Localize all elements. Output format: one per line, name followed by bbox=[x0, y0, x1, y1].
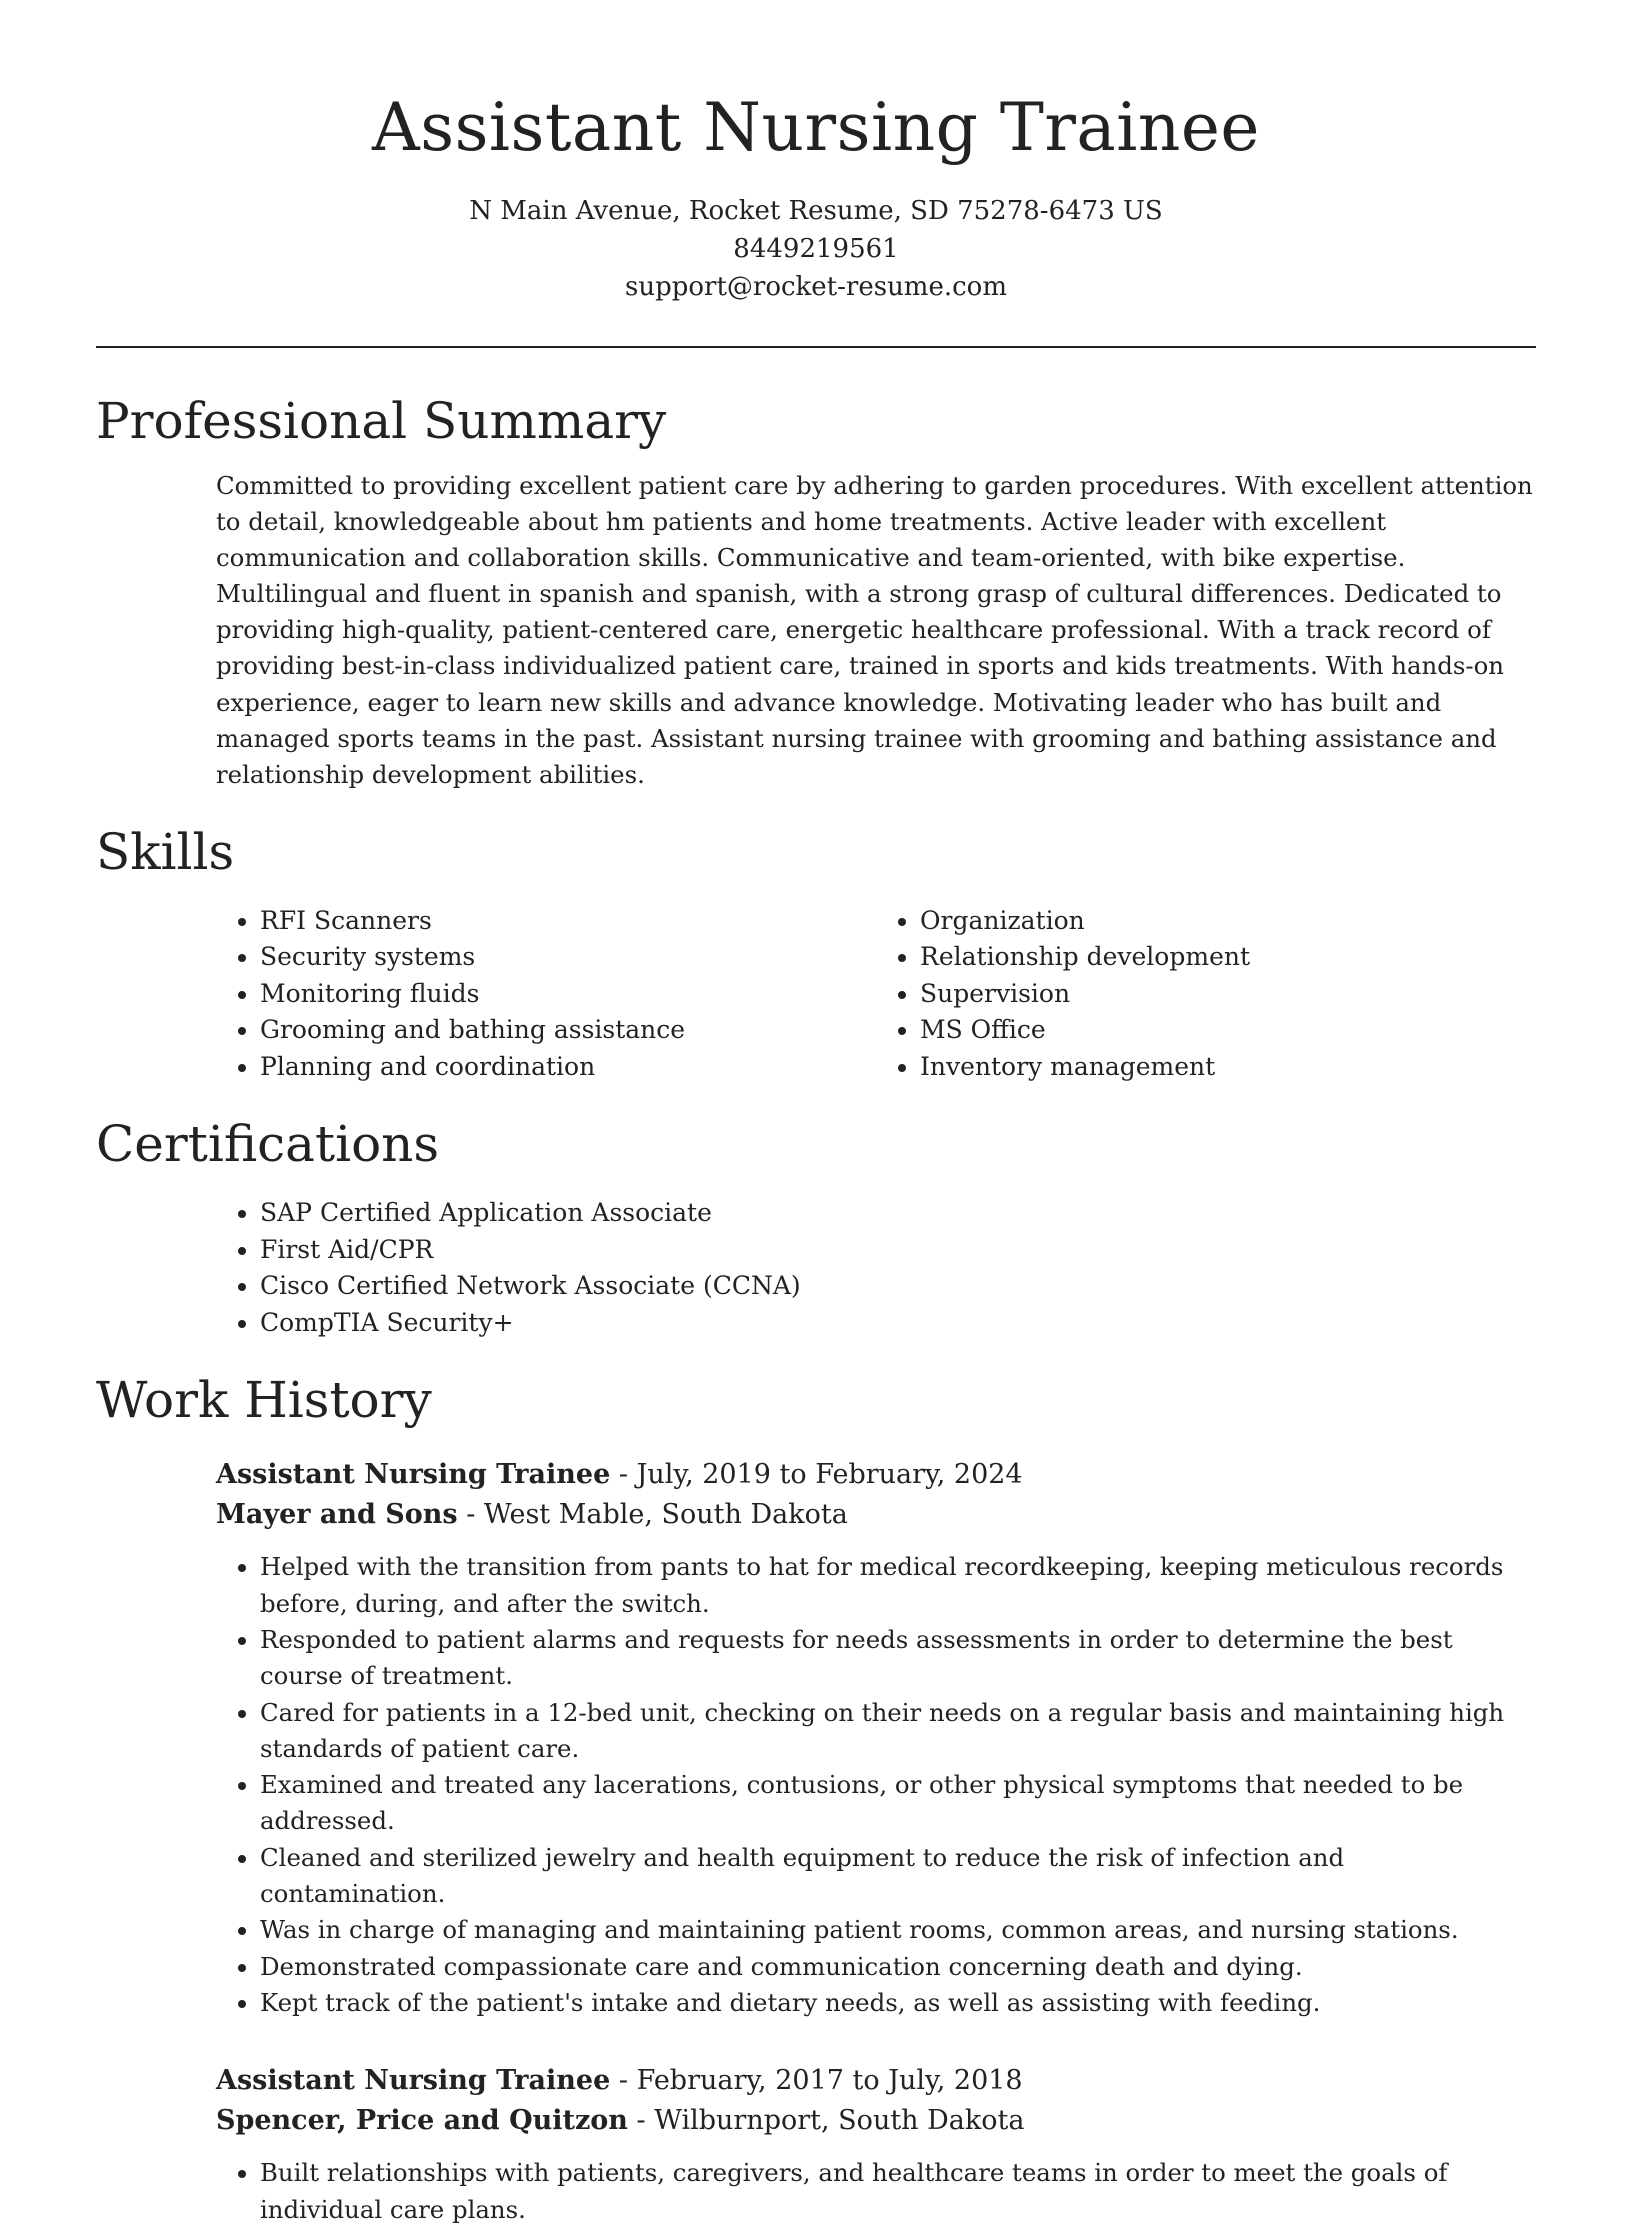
section-title-work-history: Work History bbox=[96, 1371, 432, 1430]
certification-item: • First Aid/CPR bbox=[260, 1232, 1536, 1269]
certifications-list bbox=[216, 1195, 1536, 1341]
job-duty: • Helped with the transition from pants to hat for medical recordkeeping, keeping meticulous records before, during, and after the switch. bbox=[260, 1549, 1536, 1622]
job-location: - West Mable, South Dakota bbox=[457, 1499, 848, 1531]
skill-item: • RFI Scanners bbox=[260, 903, 876, 940]
job-dates: - February, 2017 to July, 2018 bbox=[610, 2065, 1023, 2097]
resume-page bbox=[96, 0, 1536, 2228]
summary-text: Committed to providing excellent patient care by adhering to garden procedures. With excellent attention to detail, knowledgeable about hm patients and home treatments. Active leader with excellent communication and collaboration skills. Communicative and team-oriented, with bike expertise. Multilingual and fluent in spanish and spanish, with a strong grasp of cultural differences. Dedicated to providing high-quality, patient-centered care, energetic healthcare professional. With a track record of providing best-in-class individualized patient care, trained in sports and kids treatments. With hands-on experience, eager to learn new skills and advance knowledge. Motivating leader who has built and managed sports teams in the past. Assistant nursing trainee with grooming and bathing assistance and relationship development abilities. bbox=[216, 471, 1533, 789]
certification-item: • CompTIA Security+ bbox=[260, 1305, 1536, 1342]
skill-item: • Grooming and bathing assistance bbox=[260, 1012, 876, 1049]
job-duty: • Responded to patient alarms and requests for needs assessments in order to determine the best course of treatment. bbox=[260, 1622, 1536, 1695]
job-role-line bbox=[216, 2061, 1536, 2101]
contact-email: support@rocket-resume.com bbox=[624, 272, 1007, 302]
job-duty: • Cleaned and sterilized jewelry and health equipment to reduce the risk of infection and contamination. bbox=[260, 1840, 1536, 1913]
job-role-line bbox=[216, 1455, 1536, 1495]
contact-address: N Main Avenue, Rocket Resume, SD 75278-6473 US bbox=[469, 196, 1163, 226]
job-duties-list bbox=[216, 2155, 1536, 2228]
skill-item: • Relationship development bbox=[920, 939, 1536, 976]
skill-item: • Supervision bbox=[920, 976, 1536, 1013]
skills-list-left bbox=[216, 903, 876, 1086]
job-company-line bbox=[216, 1495, 1536, 1535]
section-title-certifications: Certifications bbox=[96, 1115, 440, 1174]
skill-item: • Organization bbox=[920, 903, 1536, 940]
skill-item: • Planning and coordination bbox=[260, 1049, 876, 1086]
section-title-skills: Skills bbox=[96, 822, 235, 881]
job-dates: - July, 2019 to February, 2024 bbox=[610, 1459, 1023, 1491]
skills-list-right bbox=[876, 903, 1536, 1086]
job-location: - Wilburnport, South Dakota bbox=[627, 2105, 1025, 2137]
resume-header bbox=[96, 0, 1536, 306]
job-company-line bbox=[216, 2101, 1536, 2141]
skill-item: • Inventory management bbox=[920, 1049, 1536, 1086]
skills-grid bbox=[216, 903, 1536, 1086]
certification-item: • Cisco Certified Network Associate (CCNA) bbox=[260, 1268, 1536, 1305]
skill-item: • Monitoring fluids bbox=[260, 976, 876, 1013]
job-duty: • Kept track of the patient's intake and dietary needs, as well as assisting with feeding. bbox=[260, 1985, 1536, 2021]
job-duty: • Built relationships with patients, caregivers, and healthcare teams in order to meet the goals of individual care plans. bbox=[260, 2155, 1536, 2228]
job-entry bbox=[216, 2061, 1536, 2228]
job-duty: • Examined and treated any lacerations, contusions, or other physical symptoms that needed to be addressed. bbox=[260, 1767, 1536, 1840]
certification-item: • SAP Certified Application Associate bbox=[260, 1195, 1536, 1232]
job-company: Spencer, Price and Quitzon bbox=[216, 2105, 628, 2137]
job-duty: • Was in charge of managing and maintaining patient rooms, common areas, and nursing stations. bbox=[260, 1912, 1536, 1948]
contact-block bbox=[96, 192, 1536, 306]
skill-item: • Security systems bbox=[260, 939, 876, 976]
job-role: Assistant Nursing Trainee bbox=[216, 1459, 611, 1491]
candidate-name: Assistant Nursing Trainee bbox=[372, 89, 1260, 166]
section-title-summary: Professional Summary bbox=[96, 392, 667, 450]
job-duties-list bbox=[216, 1549, 1536, 2021]
job-duty: • Demonstrated compassionate care and communication concerning death and dying. bbox=[260, 1949, 1536, 1985]
skill-item: • MS Office bbox=[920, 1012, 1536, 1049]
job-entry bbox=[216, 1455, 1536, 2021]
job-duty: • Cared for patients in a 12-bed unit, checking on their needs on a regular basis and maintaining high standards of patient care. bbox=[260, 1695, 1536, 1768]
contact-phone: 8449219561 bbox=[733, 234, 899, 264]
job-role: Assistant Nursing Trainee bbox=[216, 2065, 611, 2097]
job-company: Mayer and Sons bbox=[216, 1499, 458, 1531]
header-divider bbox=[96, 346, 1536, 348]
